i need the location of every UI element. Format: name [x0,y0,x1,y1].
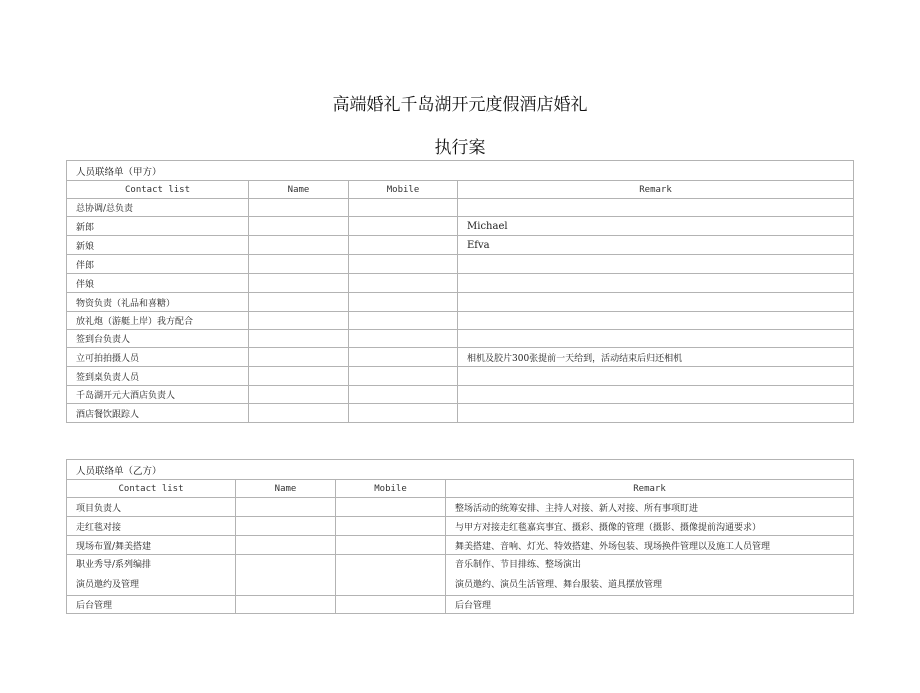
mobile-cell [336,555,446,596]
contact-cell: 放礼炮（游艇上岸）我方配合 [67,312,249,330]
table-row [67,236,854,255]
remark-cell [458,274,854,293]
name-cell [236,517,336,536]
contact-table-party-a [66,160,854,423]
mobile-cell [349,348,458,367]
table-row [67,330,854,348]
table-row [67,596,854,614]
mobile-cell [336,596,446,614]
mobile-cell [349,255,458,274]
section-title: 人员联络单（乙方） [67,460,854,480]
contact-cell: 立可拍拍摄人员 [67,348,249,367]
name-cell [249,236,349,255]
table-row [67,404,854,423]
header-contact: Contact list [67,480,236,498]
mobile-cell [349,274,458,293]
contact-cell: 千岛湖开元大酒店负责人 [67,386,249,404]
header-remark: Remark [458,181,854,199]
remark-cell [458,199,854,217]
name-cell [236,498,336,517]
remark-cell: 后台管理 [446,596,854,614]
contact-cell: 总协调/总负责 [67,199,249,217]
mobile-cell [336,536,446,555]
remark-cell [458,404,854,423]
name-cell [249,330,349,348]
contact-cell: 新娘 [67,236,249,255]
name-cell [249,255,349,274]
contact-cell: 伴郎 [67,255,249,274]
remark-cell: 整场活动的统筹安排、主持人对接、新人对接、所有事项盯进 [446,498,854,517]
remark-cell: 相机及胶片300张提前一天给到，活动结束后归还相机 [458,348,854,367]
contact-cell: 签到台负责人 [67,330,249,348]
remark-cell: Michael [458,217,854,236]
name-cell [249,404,349,423]
mobile-cell [349,312,458,330]
name-cell [249,386,349,404]
header-mobile: Mobile [336,480,446,498]
contact-cell: 项目负责人 [67,498,236,517]
contact-cell: 伴娘 [67,274,249,293]
mobile-cell [349,404,458,423]
table-row [67,555,854,596]
name-cell [236,596,336,614]
name-cell [249,274,349,293]
mobile-cell [336,517,446,536]
table-row [67,293,854,312]
contact-cell: 签到桌负责人员 [67,367,249,386]
contact-cell: 现场布置/舞美搭建 [67,536,236,555]
table-row [67,199,854,217]
table-row [67,312,854,330]
mobile-cell [349,217,458,236]
header-name: Name [249,181,349,199]
mobile-cell [349,236,458,255]
name-cell [249,312,349,330]
remark-cell [458,367,854,386]
document-title: 高端婚礼千岛湖开元度假酒店婚礼 [332,95,588,115]
contact-cell: 走红毯对接 [67,517,236,536]
name-cell [249,367,349,386]
remark-cell [458,312,854,330]
table-row [67,217,854,236]
name-cell [249,293,349,312]
header-mobile: Mobile [349,181,458,199]
contact-cell: 新郎 [67,217,249,236]
contact-cell: 物资负责（礼品和喜糖） [67,293,249,312]
header-remark: Remark [446,480,854,498]
remark-cell [458,386,854,404]
name-cell [249,217,349,236]
name-cell [236,555,336,596]
mobile-cell [349,199,458,217]
remark-line: 演员邀约、演员生活管理、舞台服装、道具摆放管理 [455,580,663,590]
remark-cell: 舞美搭建、音响、灯光、特效搭建、外场包装、现场换件管理以及施工人员管理 [446,536,854,555]
contact-cell [67,555,236,596]
remark-cell [458,330,854,348]
mobile-cell [349,367,458,386]
mobile-cell [336,498,446,517]
name-cell [249,199,349,217]
table-row [67,348,854,367]
mobile-cell [349,386,458,404]
section-title: 人员联络单（甲方） [67,161,854,181]
contact-cell: 后台管理 [67,596,236,614]
header-name: Name [236,480,336,498]
remark-cell: 与甲方对接走红毯嘉宾事宜、摄彩、摄像的管理（摄影、摄像提前沟通要求） [446,517,854,536]
table-row [67,517,854,536]
table-row [67,274,854,293]
table-row [67,367,854,386]
contact-cell: 酒店餐饮跟踪人 [67,404,249,423]
contact-table-party-b [66,459,854,614]
remark-cell [458,255,854,274]
contact-line: 演员邀约及管理 [76,580,140,590]
table-row [67,386,854,404]
remark-line: 音乐制作、节目排练、整场演出 [455,560,582,570]
table-row [67,498,854,517]
remark-cell [458,293,854,312]
contact-line: 职业秀导/系列编排 [76,560,152,570]
name-cell [236,536,336,555]
table-row [67,536,854,555]
header-contact: Contact list [67,181,249,199]
mobile-cell [349,330,458,348]
document-subtitle: 执行案 [434,138,486,158]
mobile-cell [349,293,458,312]
remark-cell: Efva [458,236,854,255]
remark-cell [446,555,854,596]
table-row [67,255,854,274]
name-cell [249,348,349,367]
